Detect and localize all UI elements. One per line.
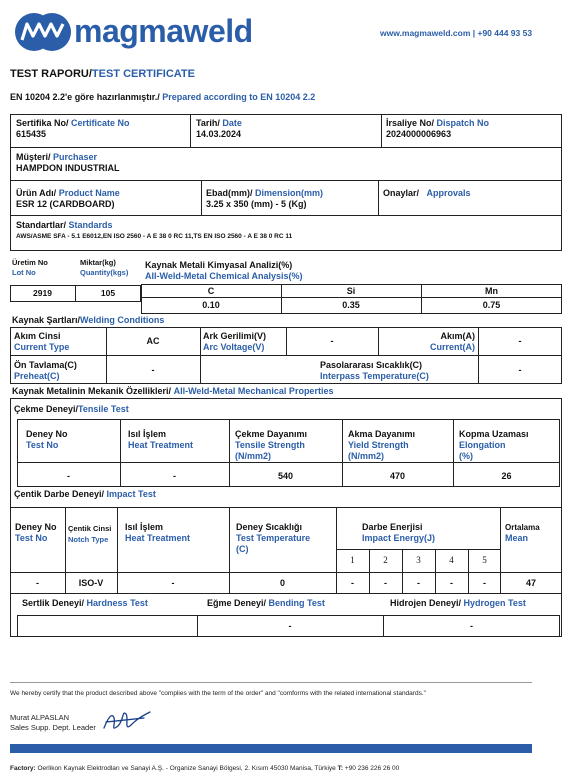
dimension-value: 3.25 x 350 (mm) - 5 (Kg) xyxy=(206,199,307,209)
impact-notch-header xyxy=(68,523,111,545)
tensile-testno-value: - xyxy=(67,471,70,481)
signer-title: Sales Supp. Dept. Leader xyxy=(10,723,96,732)
impact-energy-header xyxy=(362,522,435,544)
current-value: - xyxy=(518,336,522,346)
tel-label: T: xyxy=(337,765,344,772)
impact-notch-en: Notch Type xyxy=(68,535,109,544)
purchaser-label-tr: Müşteri/ xyxy=(16,152,51,162)
logo-mark-icon xyxy=(14,12,72,52)
cert-label-tr: Sertifika No/ xyxy=(16,118,69,128)
impact-testno-header xyxy=(15,522,57,544)
cert-label-en: Certificate No xyxy=(71,118,130,128)
bending-tr: Eğme Deneyi/ xyxy=(207,598,267,608)
yield-header xyxy=(348,429,415,462)
impact-temp-tr: Deney Sıcaklığı xyxy=(236,522,303,532)
hydrogen-header xyxy=(390,598,526,609)
chem-element-value: 0.75 xyxy=(482,300,501,310)
impact-mean-en: Mean xyxy=(505,533,529,543)
dimension-label-en: Dimension(mm) xyxy=(255,188,324,198)
yield-tr: Akma Dayanımı xyxy=(348,429,416,439)
tensile-title xyxy=(14,404,129,415)
mechanical-title-en: All-Weld-Metal Mechanical Properties xyxy=(173,386,334,396)
impact-energy-value: - xyxy=(417,578,420,588)
impact-energy-value: - xyxy=(450,578,453,588)
chem-element-symbol: C xyxy=(207,286,215,296)
signer-block xyxy=(10,713,96,733)
impact-energy-col-number: 5 xyxy=(482,555,487,565)
product-label-en: Product Name xyxy=(58,188,120,198)
elong-value: 26 xyxy=(501,471,512,481)
bending-value: - xyxy=(288,621,292,631)
tensile-title-en: Tensile Test xyxy=(78,404,129,414)
signature-icon xyxy=(98,704,154,738)
welding-title-en: Welding Conditions xyxy=(80,315,165,325)
impact-mean-tr: Ortalama xyxy=(505,523,540,532)
impact-title xyxy=(14,489,156,500)
purchaser-cell xyxy=(16,152,120,174)
contact-line: www.magmaweld.com | +90 444 93 53 xyxy=(380,28,533,38)
impact-energy-col-number: 3 xyxy=(416,555,421,565)
hardness-tr: Sertlik Deneyi/ xyxy=(22,598,85,608)
chem-element-symbol: Mn xyxy=(485,286,498,296)
preheat-label xyxy=(14,360,77,382)
doc-standard xyxy=(10,92,315,103)
dimension-label-tr: Ebad(mm)/ xyxy=(206,188,253,198)
interpass-en: Interpass Temperature(C) xyxy=(320,371,429,381)
impact-testno-en: Test No xyxy=(15,533,48,543)
impact-heat-tr: Isıl İşlem xyxy=(125,522,164,532)
factory-label: Factory: xyxy=(10,765,36,772)
doc-standard-tr: EN 10204 2.2'e göre hazırlanmıştır./ xyxy=(10,92,160,102)
tensile-strength-value: 540 xyxy=(277,471,294,481)
elong-en: Elongation xyxy=(459,440,506,450)
impact-temp-value: 0 xyxy=(279,578,285,588)
chem-element-symbol: Si xyxy=(346,286,356,296)
date-label-tr: Tarih/ xyxy=(196,118,220,128)
doc-title xyxy=(10,68,195,80)
arc-voltage-label xyxy=(203,331,266,353)
impact-testno-value: - xyxy=(36,578,39,588)
tensile-heat-tr: Isıl İşlem xyxy=(128,429,167,439)
impact-title-tr: Çentik Darbe Deneyi/ xyxy=(14,489,105,499)
current-en: Current(A) xyxy=(430,342,475,352)
impact-energy-tr: Darbe Enerjisi xyxy=(362,522,423,532)
mechanical-title xyxy=(12,386,333,397)
qty-value: 105 xyxy=(100,288,116,298)
factory-text: Oerlikon Kaynak Elektrodları ve Sanayi A.Ş. - Organize Sanayi Bölgesi, 2. Kısım 45030 Manisa, Türkiye xyxy=(37,765,336,772)
chem-element-value: 0.10 xyxy=(202,300,220,310)
arc-voltage-en: Arc Voltage(V) xyxy=(203,342,265,352)
arc-voltage-tr: Ark Gerilimi(V) xyxy=(203,331,267,341)
bending-en: Bending Test xyxy=(268,598,325,608)
arc-voltage-value: - xyxy=(330,336,334,346)
approvals-label-en: Approvals xyxy=(426,188,471,198)
preheat-value: - xyxy=(151,365,155,375)
impact-notch-value: ISO-V xyxy=(78,578,104,588)
tensile-heat-value: - xyxy=(173,471,176,481)
tensile-heat-header xyxy=(128,429,193,451)
lot-label-tr: Üretim No xyxy=(12,258,48,267)
current-type-tr: Akım Cinsi xyxy=(14,331,61,341)
certify-statement: We hereby certify that the product described above "complies with the term of the order" and "comforms with the related international standards." xyxy=(10,690,426,697)
qty-label-tr: Miktar(kg) xyxy=(80,258,116,267)
dimension-cell xyxy=(206,188,323,210)
footer-band xyxy=(10,744,532,753)
welding-title-tr: Kaynak Şartları/ xyxy=(12,315,81,325)
yield-value: 470 xyxy=(389,471,406,481)
impact-notch-tr: Çentik Cinsi xyxy=(68,524,112,533)
standards-label-en: Standards xyxy=(68,220,113,230)
impact-energy-col-number: 2 xyxy=(383,555,388,565)
welding-title xyxy=(12,315,164,326)
impact-energy-value: - xyxy=(384,578,387,588)
chem-element-value: 0.35 xyxy=(342,300,360,310)
yield-unit: (N/mm2) xyxy=(348,451,385,461)
impact-energy-en: Impact Energy(J) xyxy=(362,533,436,543)
impact-energy-col-number: 1 xyxy=(350,555,355,565)
dispatch-label-en: Dispatch No xyxy=(436,118,490,128)
cert-cell xyxy=(16,118,130,140)
tensile-testno-en: Test No xyxy=(26,440,59,450)
interpass-label xyxy=(320,360,429,382)
qty-header xyxy=(80,258,128,278)
hydrogen-value: - xyxy=(470,621,473,631)
date-label-en: Date xyxy=(222,118,242,128)
current-type-label xyxy=(14,331,69,353)
cert-value: 615435 xyxy=(16,129,47,139)
impact-temp-unit: (C) xyxy=(236,544,249,554)
hydrogen-tr: Hidrojen Deneyi/ xyxy=(390,598,462,608)
standards-value: AWS/ASME SFA - 5.1 E6012,EN ISO 2560 - A E 38 0 RC 11,TS EN ISO 2560 - A E 38 0 RC 11 xyxy=(16,233,293,240)
purchaser-value: HAMPDON INDUSTRIAL xyxy=(16,163,120,173)
impact-mean-value: 47 xyxy=(525,578,536,588)
impact-heat-header xyxy=(125,522,190,544)
product-label-tr: Ürün Adı/ xyxy=(16,188,57,198)
tensile-strength-en: Tensile Strength xyxy=(235,440,305,450)
tensile-strength-unit: (N/mm2) xyxy=(235,451,272,461)
doc-title-en: TEST CERTIFICATE xyxy=(91,68,195,80)
impact-heat-value: - xyxy=(171,578,175,588)
purchaser-label-en: Purchaser xyxy=(53,152,98,162)
interpass-tr: Pasolararası Sıcaklık(C) xyxy=(320,360,423,370)
standards-cell xyxy=(16,220,292,242)
tensile-heat-en: Heat Treatment xyxy=(128,440,194,450)
date-value: 14.03.2024 xyxy=(196,129,242,139)
dispatch-label-tr: İrsaliye No/ xyxy=(386,118,435,128)
preheat-tr: Ön Tavlama(C) xyxy=(14,360,77,370)
signer-name: Murat ALPASLAN xyxy=(10,713,70,722)
impact-heat-en: Heat Treatment xyxy=(125,533,191,543)
approvals-cell xyxy=(383,188,471,199)
hydrogen-en: Hydrogen Test xyxy=(463,598,526,608)
tensile-testno-header xyxy=(26,429,68,451)
chemical-title-tr: Kaynak Metali Kimyasal Analizi(%) xyxy=(145,260,293,270)
hardness-en: Hardness Test xyxy=(86,598,148,608)
dispatch-value: 2024000006963 xyxy=(386,129,452,139)
elong-header xyxy=(459,429,529,462)
tensile-testno-tr: Deney No xyxy=(26,429,68,439)
tensile-strength-header xyxy=(235,429,307,462)
lot-header xyxy=(12,258,48,278)
yield-en: Yield Strength xyxy=(348,440,409,450)
qty-label-en: Quantity(kgs) xyxy=(80,268,129,277)
standards-label-tr: Standartlar/ xyxy=(16,220,67,230)
impact-testno-tr: Deney No xyxy=(15,522,57,532)
impact-title-en: Impact Test xyxy=(106,489,156,499)
hardness-header xyxy=(22,598,148,609)
lot-value: 2919 xyxy=(33,288,52,298)
lot-label-en: Lot No xyxy=(12,268,36,277)
current-type-en: Current Type xyxy=(14,342,70,352)
date-cell xyxy=(196,118,242,140)
elong-tr: Kopma Uzaması xyxy=(459,429,529,439)
impact-mean-header xyxy=(505,522,540,544)
approvals-label-tr: Onaylar/ xyxy=(383,188,420,198)
tensile-strength-tr: Çekme Dayanımı xyxy=(235,429,308,439)
logo-wordmark: magmaweld xyxy=(74,13,253,49)
mechanical-title-tr: Kaynak Metalinin Mekanik Özellikleri/ xyxy=(12,386,172,396)
chemical-title xyxy=(145,260,303,282)
doc-standard-en: Prepared according to EN 10204 2.2 xyxy=(162,92,316,102)
tel-value: +90 236 226 26 00 xyxy=(344,765,400,772)
product-value: ESR 12 (CARDBOARD) xyxy=(16,199,115,209)
current-label xyxy=(400,331,475,353)
product-cell xyxy=(16,188,120,210)
brand-logo xyxy=(14,12,276,52)
factory-line xyxy=(10,764,399,773)
chemical-title-en: All-Weld-Metal Chemical Analysis(%) xyxy=(145,271,303,281)
impact-energy-col-number: 4 xyxy=(449,555,454,565)
impact-energy-value: - xyxy=(483,578,486,588)
current-type-value: AC xyxy=(146,336,160,346)
bending-header xyxy=(207,598,325,609)
doc-title-tr: TEST RAPORU/ xyxy=(10,68,92,80)
impact-energy-value: - xyxy=(351,578,354,588)
interpass-value: - xyxy=(518,365,522,375)
elong-unit: (%) xyxy=(459,451,473,461)
impact-temp-en: Test Temperature xyxy=(236,533,311,543)
impact-temp-header xyxy=(236,522,310,555)
current-tr: Akım(A) xyxy=(440,331,475,341)
tensile-title-tr: Çekme Deneyi/ xyxy=(14,404,79,414)
dispatch-cell xyxy=(386,118,489,140)
preheat-en: Preheat(C) xyxy=(14,371,60,381)
